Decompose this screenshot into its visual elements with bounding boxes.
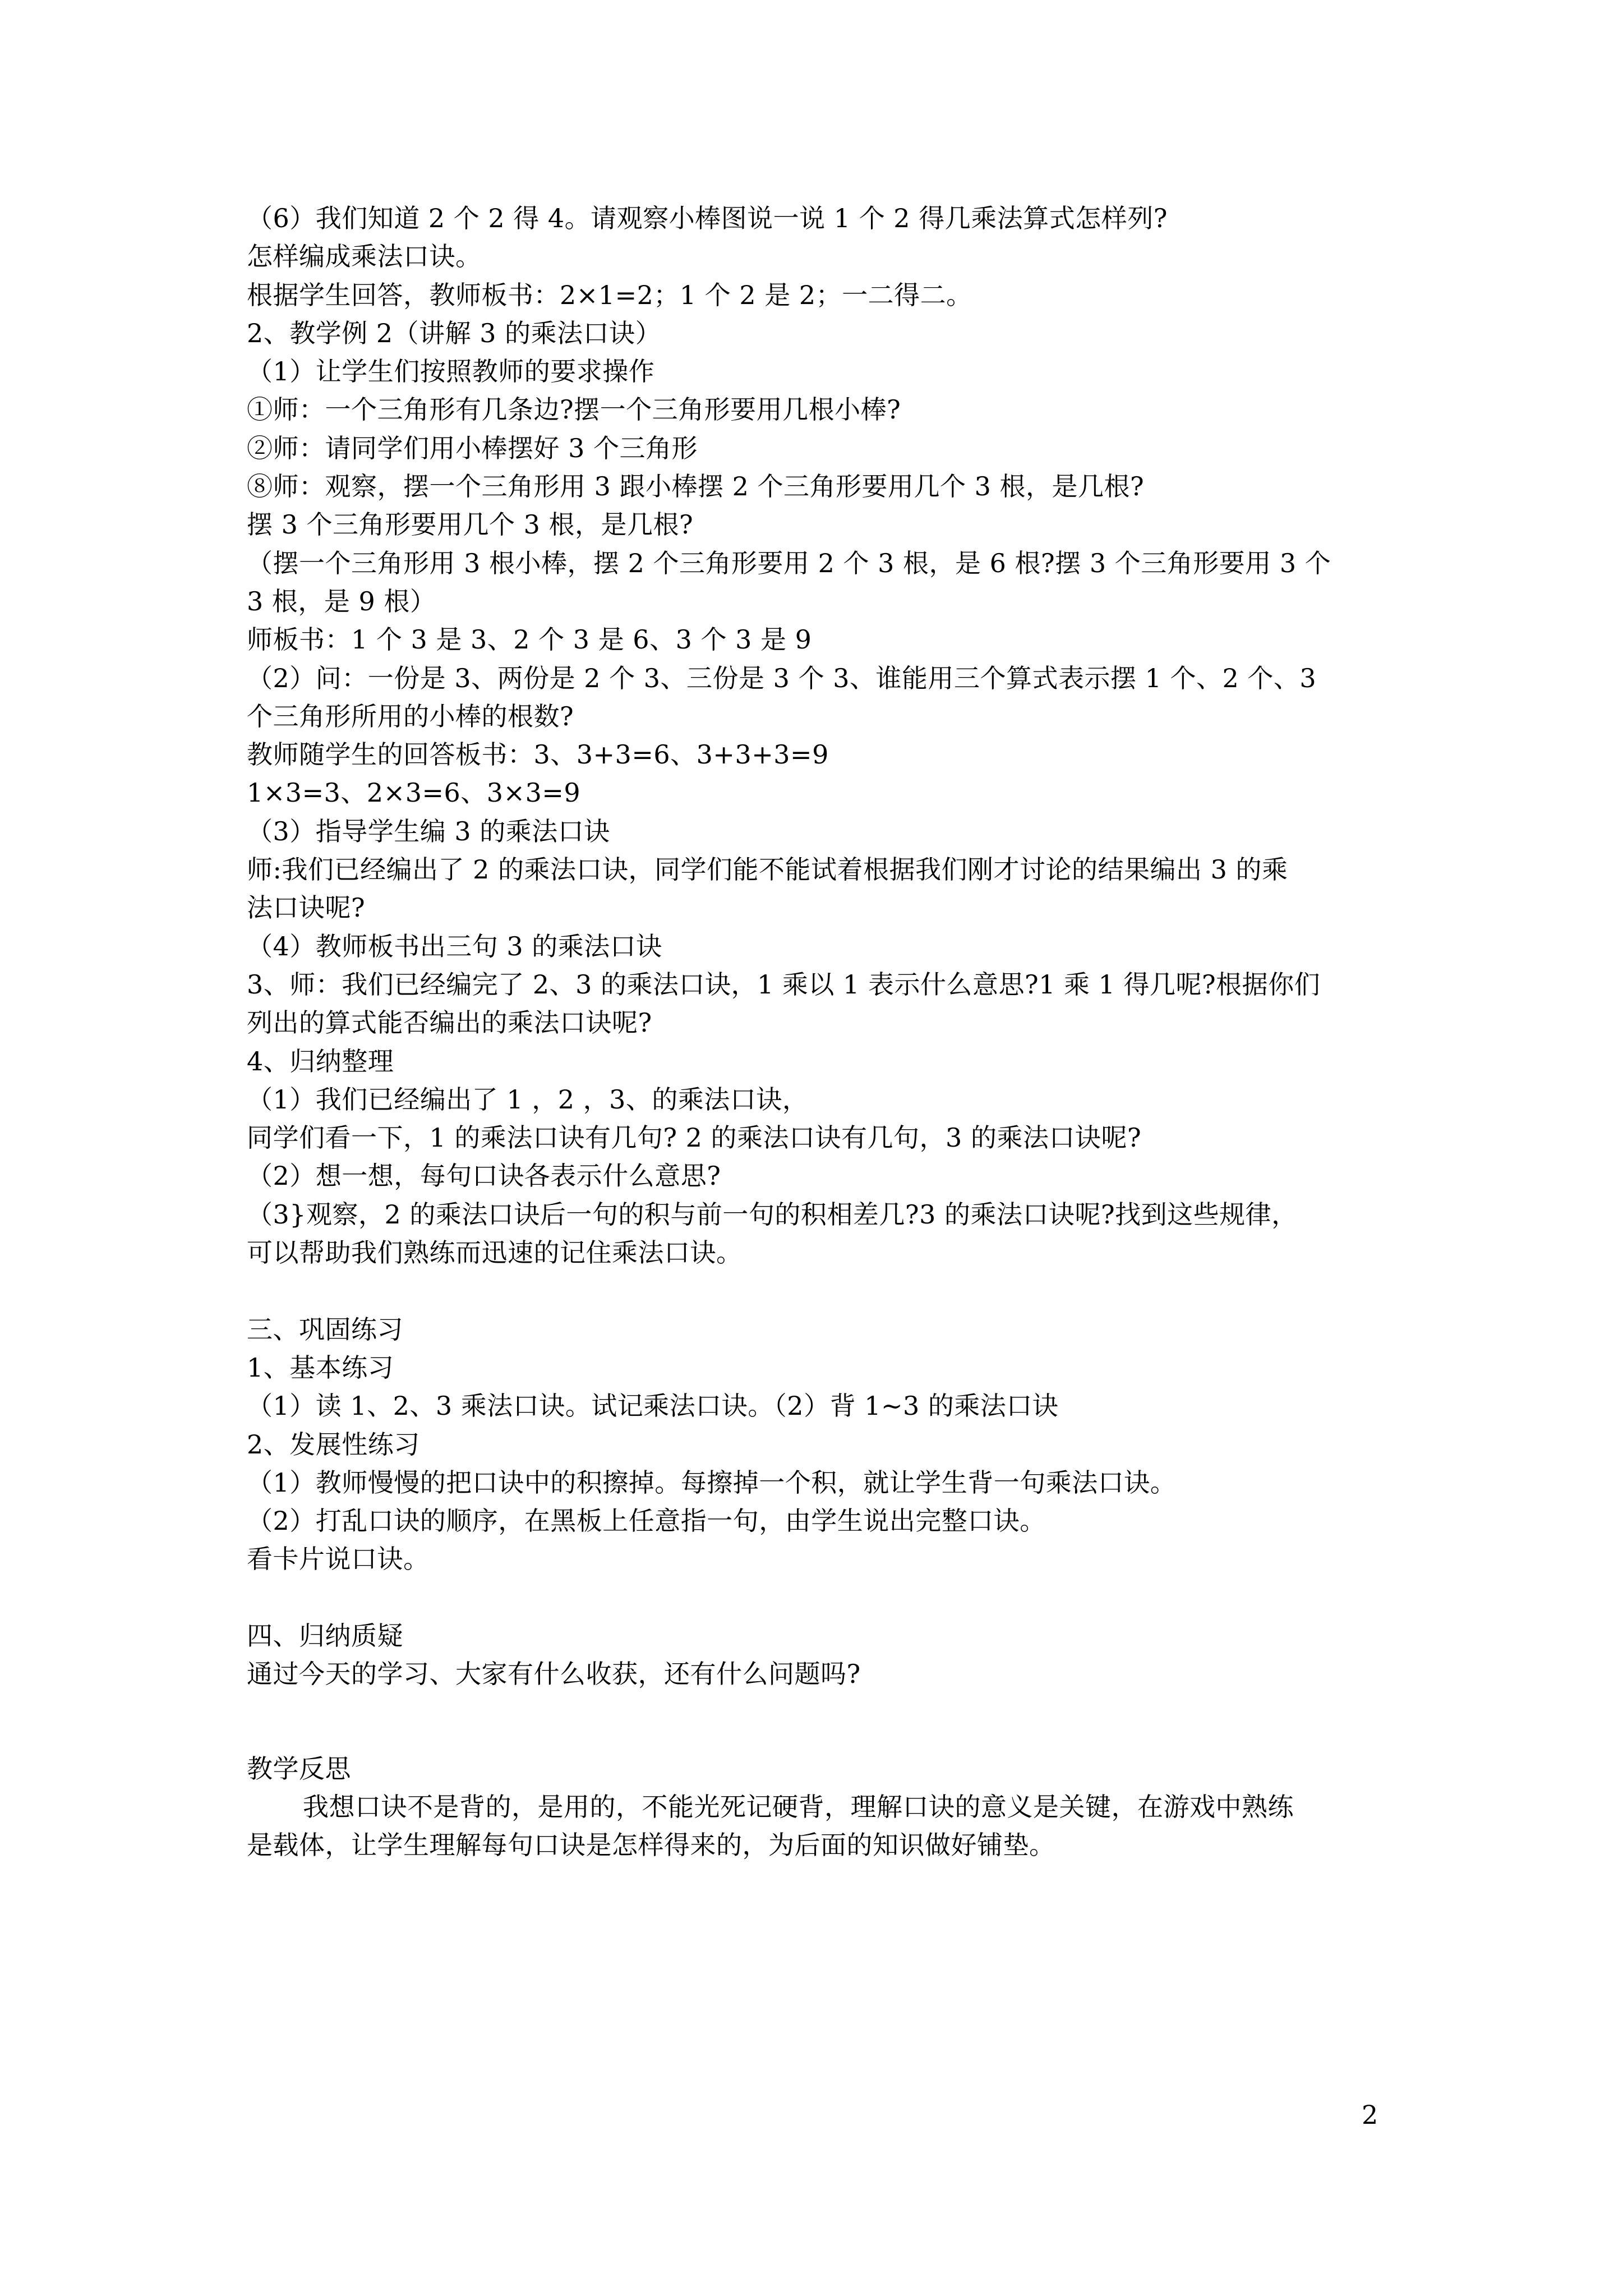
section-heading: 四、归纳质疑 bbox=[247, 1620, 403, 1651]
section-heading: 1、基本练习 bbox=[247, 1352, 394, 1383]
paragraph-spacer bbox=[247, 1272, 1399, 1310]
text-line: 可以帮助我们熟练而迅速的记住乘法口诀。 bbox=[247, 1237, 743, 1268]
paragraph-spacer bbox=[247, 1579, 1399, 1617]
section-heading: 三、巩固练习 bbox=[247, 1314, 403, 1345]
text-line: 3、师：我们已经编完了 2、3 的乘法口诀，1 乘以 1 表示什么意思?1 乘 1 得几呢?根据你们 bbox=[247, 969, 1321, 1000]
text-line: 怎样编成乘法口诀。 bbox=[247, 241, 482, 272]
text-line: ①师：一个三角形有几条边?摆一个三角形要用几根小棒? bbox=[247, 394, 901, 425]
text-line: （1）读 1、2、3 乘法口诀。试记乘法口诀。（2）背 1~3 的乘法口诀 bbox=[247, 1391, 1059, 1421]
text-line: 列出的算式能否编出的乘法口诀呢? bbox=[247, 1007, 652, 1038]
text-line: 通过今天的学习、大家有什么收获，还有什么问题吗? bbox=[247, 1659, 861, 1690]
text-line: （3}观察，2 的乘法口诀后一句的积与前一句的积相差几?3 的乘法口诀呢?找到这些规律， bbox=[247, 1199, 1298, 1230]
text-line: （1）让学生们按照教师的要求操作 bbox=[247, 356, 655, 387]
text-line: （2）打乱口诀的顺序，在黑板上任意指一句，由学生说出完整口诀。 bbox=[247, 1506, 1046, 1536]
section-heading: 教学反思 bbox=[247, 1753, 351, 1784]
text-line: （3）指导学生编 3 的乘法口诀 bbox=[247, 816, 610, 846]
text-line: 师:我们已经编出了 2 的乘法口诀，同学们能不能试着根据我们刚才讨论的结果编出 3 的乘 bbox=[247, 854, 1288, 885]
text-line: （2）问：一份是 3、两份是 2 个 3、三份是 3 个 3、谁能用三个算式表示摆 1 个、2 个、3 bbox=[247, 662, 1317, 693]
text-line: 3 根，是 9 根） bbox=[247, 586, 436, 616]
text-line: 我想口诀不是背的，是用的，不能光死记硬背，理解口诀的意义是关键，在游戏中熟练 bbox=[303, 1791, 1294, 1822]
text-line: 摆 3 个三角形要用几个 3 根，是几根? bbox=[247, 509, 694, 540]
text-line: （6）我们知道 2 个 2 得 4。请观察小棒图说一说 1 个 2 得几乘法算式怎样列? bbox=[247, 203, 1168, 233]
text-line: 师板书：1 个 3 是 3、2 个 3 是 6、3 个 3 是 9 bbox=[247, 624, 812, 655]
paragraph-spacer bbox=[247, 1694, 1399, 1750]
text-line: 教师随学生的回答板书：3、3+3=6、3+3+3=9 bbox=[247, 739, 829, 770]
document-body bbox=[247, 199, 1399, 1864]
section-heading: 4、归纳整理 bbox=[247, 1046, 394, 1076]
text-line: ②师：请同学们用小棒摆好 3 个三角形 bbox=[247, 432, 698, 463]
text-line: （1）教师慢慢的把口诀中的积擦掉。每擦掉一个积，就让学生背一句乘法口诀。 bbox=[247, 1467, 1177, 1498]
text-line: （1）我们已经编出了 1 ，2 ，3、的乘法口诀， bbox=[247, 1084, 809, 1115]
section-heading: 2、发展性练习 bbox=[247, 1429, 420, 1460]
text-line: 法口诀呢? bbox=[247, 892, 366, 923]
text-line: 是载体，让学生理解每句口诀是怎样得来的，为后面的知识做好铺垫。 bbox=[247, 1830, 1055, 1861]
text-line: 根据学生回答，教师板书：2×1=2；1 个 2 是 2；一二得二。 bbox=[247, 279, 972, 310]
text-line: 同学们看一下，1 的乘法口诀有几句? 2 的乘法口诀有几句，3 的乘法口诀呢? bbox=[247, 1122, 1142, 1153]
section-heading: 2、教学例 2（讲解 3 的乘法口诀） bbox=[247, 318, 662, 348]
text-line: ⑧师：观察，摆一个三角形用 3 跟小棒摆 2 个三角形要用几个 3 根，是几根? bbox=[247, 471, 1145, 502]
text-line: 看卡片说口诀。 bbox=[247, 1544, 430, 1575]
text-line: （摆一个三角形用 3 根小棒，摆 2 个三角形要用 2 个 3 根，是 6 根?摆 3 个三角形要用 3 个 bbox=[247, 547, 1331, 578]
text-line: （4）教师板书出三句 3 的乘法口诀 bbox=[247, 931, 662, 961]
page-number: 2 bbox=[1362, 2100, 1378, 2130]
text-line: 1×3=3、2×3=6、3×3=9 bbox=[247, 777, 581, 808]
text-line: （2）想一想，每句口诀各表示什么意思? bbox=[247, 1161, 721, 1191]
text-line: 个三角形所用的小棒的根数? bbox=[247, 701, 574, 731]
